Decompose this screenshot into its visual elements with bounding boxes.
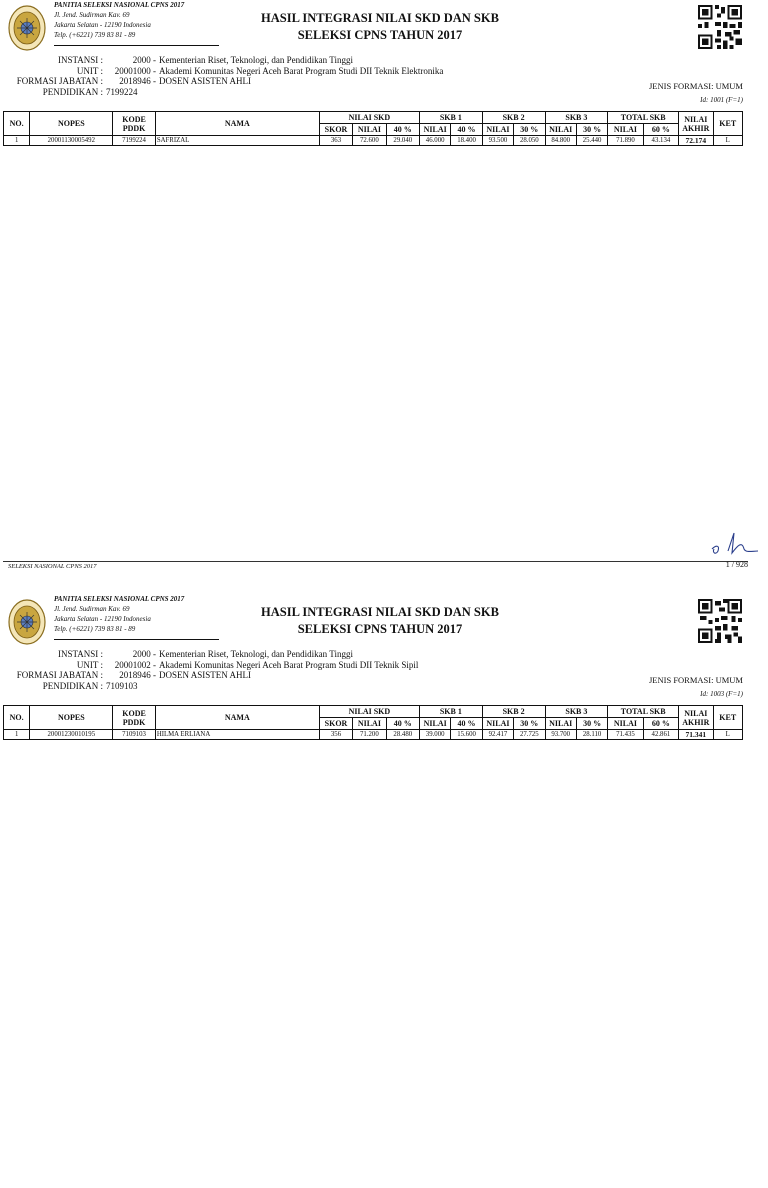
th-nopes: NOPES [30,112,113,136]
unit-code: 20001002 - [114,659,156,670]
cell-total-nilai: 71.890 [608,136,643,146]
footer-title: SELEKSI NASIONAL CPNS 2017 [8,563,97,570]
th-kode [113,112,156,136]
cell-skb2-nilai: 92.417 [482,730,513,740]
th-kode-line-2: PDDK [122,123,146,133]
cell-skb2-nilai: 93.500 [482,136,513,146]
th-no: NO. [4,112,30,136]
th-akhir-line-2: AKHIR [682,717,710,727]
report-title-line-1: HASIL INTEGRASI NILAI SKD DAN SKB [261,605,499,619]
signature-icon [708,527,760,557]
meta-instansi [0,55,443,66]
qr-code-icon [698,5,742,49]
th-total-skb: TOTAL SKB [608,706,679,718]
results-table [3,705,743,740]
org-divider [54,639,219,640]
th-nama: NAMA [155,706,319,730]
unit-label: UNIT : [76,65,103,76]
cell-skb1-40: 15.600 [451,730,482,740]
org-divider [54,45,219,46]
unit-value: Akademi Komunitas Negeri Aceh Barat Program Studi DII Teknik Elektronika [159,65,444,76]
instansi-label: INSTANSI : [57,649,103,659]
formasi-code: 2018946 - [119,670,156,680]
th-kode-line-1: KODE [122,708,146,718]
th-skb1: SKB 1 [419,706,482,718]
th-total-skb: TOTAL SKB [608,112,679,124]
cell-skb1-40: 18.400 [451,136,482,146]
th-skb1: SKB 1 [419,112,482,124]
unit-code: 20001000 - [114,65,156,76]
meta-instansi [0,649,418,660]
cell-skd-40: 29.040 [386,136,419,146]
th-kode [113,706,156,730]
th-akhir-line-2: AKHIR [682,123,710,133]
th-nopes: NOPES [30,706,113,730]
formasi-code: 2018946 - [119,76,156,86]
pendidikan-label: PENDIDIKAN : [42,86,103,97]
th-nama: NAMA [155,112,319,136]
cell-skb1-nilai: 39.000 [419,730,450,740]
th-skb3-30: 30 % [576,718,607,730]
th-skor: SKOR [319,124,352,136]
cell-nilai-akhir: 71.341 [679,730,713,740]
cell-ket: L [713,136,742,146]
th-ket: KET [713,112,742,136]
th-skb3: SKB 3 [545,112,608,124]
report-title-line-2: SELEKSI CPNS TAHUN 2017 [297,28,463,42]
pendidikan-value: 7109103 [106,680,138,691]
th-kode-line-2: PDDK [122,717,146,727]
cell-nilai-akhir: 72.174 [679,136,713,146]
meta-unit [0,660,418,671]
th-skb2-nilai: NILAI [482,718,513,730]
th-akhir-line-1: NILAI [684,114,708,124]
th-skb3-nilai: NILAI [545,124,576,136]
formasi-label: FORMASI JABATAN : [16,670,103,680]
footer-divider [3,561,748,562]
instansi-label: INSTANSI : [57,55,103,65]
cell-skd-nilai: 72.600 [353,136,386,146]
meta-unit [0,66,443,77]
th-total-nilai: NILAI [608,124,643,136]
unit-label: UNIT : [76,659,103,670]
th-skor: SKOR [319,718,352,730]
th-skb2-nilai: NILAI [482,124,513,136]
cell-skb1-nilai: 46.000 [419,136,450,146]
jenis-formasi: JENIS FORMASI: UMUM [649,81,743,91]
th-nilai-skd: NILAI SKD [319,112,419,124]
org-address-1: Jl. Jend. Sudirman Kav. 69 [54,605,130,613]
th-skd-nilai: NILAI [353,124,386,136]
instansi-value: Kementerian Riset, Teknologi, dan Pendidikan Tinggi [159,649,353,659]
th-skb2: SKB 2 [482,112,545,124]
th-nilai-skd: NILAI SKD [319,706,419,718]
cell-total-nilai: 71.435 [608,730,643,740]
report-title-line-1: HASIL INTEGRASI NILAI SKD DAN SKB [261,11,499,25]
cell-nama: SAFRIZAL [155,136,319,146]
org-block [54,0,219,40]
cell-skb3-nilai: 84.800 [545,136,576,146]
report-title [200,10,560,44]
pendidikan-value: 7199224 [106,86,138,97]
report-title [200,604,560,638]
report-title-line-2: SELEKSI CPNS TAHUN 2017 [297,622,463,636]
cell-skb3-30: 25.440 [576,136,607,146]
th-skb3-30: 30 % [576,124,607,136]
cell-total-60: 43.134 [643,136,678,146]
pendidikan-label: PENDIDIKAN : [42,680,103,691]
instansi-value: Kementerian Riset, Teknologi, dan Pendidikan Tinggi [159,55,353,65]
instansi-code: 2000 - [132,55,156,65]
formation-id: Id: 1001 (F=1) [700,96,743,104]
th-skb3-nilai: NILAI [545,718,576,730]
cell-skd-nilai: 71.200 [353,730,386,740]
formasi-value: DOSEN ASISTEN AHLI [159,670,252,680]
cell-nopes: 20001230010195 [30,730,113,740]
instansi-code: 2000 - [132,649,156,659]
cell-kode: 7199224 [113,136,156,146]
th-skb2-30: 30 % [514,718,545,730]
cell-skor: 356 [319,730,352,740]
qr-code-icon [698,599,742,643]
org-name: PANITIA SELEKSI NASIONAL CPNS 2017 [54,595,185,603]
table-row [4,136,743,146]
cell-nopes: 20001130005492 [30,136,113,146]
formasi-label: FORMASI JABATAN : [16,76,103,86]
unit-value: Akademi Komunitas Negeri Aceh Barat Program Studi DII Teknik Sipil [159,659,419,670]
garuda-emblem-icon [7,598,47,646]
th-skb1-nilai: NILAI [419,718,450,730]
th-skb1-nilai: NILAI [419,124,450,136]
th-skb1-40: 40 % [451,124,482,136]
formation-id: Id: 1003 (F=1) [700,690,743,698]
cell-skb2-30: 27.725 [514,730,545,740]
cell-kode: 7109103 [113,730,156,740]
meta-pendidikan [0,681,418,692]
org-name: PANITIA SELEKSI NASIONAL CPNS 2017 [54,1,185,9]
th-total-60: 60 % [643,718,678,730]
th-total-nilai: NILAI [608,718,643,730]
cell-nama: HILMA ERLIANA [155,730,319,740]
jenis-formasi: JENIS FORMASI: UMUM [649,675,743,685]
cell-skd-40: 28.480 [386,730,419,740]
cell-no: 1 [4,730,30,740]
th-skb2-30: 30 % [514,124,545,136]
report-meta [0,55,443,97]
cell-ket: L [713,730,742,740]
th-skb2: SKB 2 [482,706,545,718]
meta-formasi [0,670,418,681]
th-nilai-akhir [679,706,713,730]
org-address-1: Jl. Jend. Sudirman Kav. 69 [54,11,130,19]
th-skd-nilai: NILAI [353,718,386,730]
th-no: NO. [4,706,30,730]
cell-no: 1 [4,136,30,146]
report-page-2 [0,594,768,1188]
cell-skb3-30: 28.110 [576,730,607,740]
th-kode-line-1: KODE [122,114,146,124]
th-skd-40: 40 % [386,718,419,730]
formasi-value: DOSEN ASISTEN AHLI [159,76,252,86]
cell-skor: 363 [319,136,352,146]
th-skd-40: 40 % [386,124,419,136]
th-akhir-line-1: NILAI [684,708,708,718]
cell-skb2-30: 28.050 [514,136,545,146]
page-number: 1 / 928 [725,560,748,569]
org-address-2: Jakarta Selatan - 12190 Indonesia [54,21,151,29]
cell-total-60: 42.861 [643,730,678,740]
org-phone: Telp. (+6221) 739 83 81 - 89 [54,31,136,39]
meta-formasi [0,76,443,87]
th-nilai-akhir [679,112,713,136]
garuda-emblem-icon [7,4,47,52]
table-row [4,730,743,740]
org-address-2: Jakarta Selatan - 12190 Indonesia [54,615,151,623]
org-phone: Telp. (+6221) 739 83 81 - 89 [54,625,136,633]
th-skb3: SKB 3 [545,706,608,718]
cell-skb3-nilai: 93.700 [545,730,576,740]
org-block [54,594,219,634]
results-table [3,111,743,146]
th-ket: KET [713,706,742,730]
th-total-60: 60 % [643,124,678,136]
meta-pendidikan [0,87,443,98]
report-meta [0,649,418,691]
th-skb1-40: 40 % [451,718,482,730]
